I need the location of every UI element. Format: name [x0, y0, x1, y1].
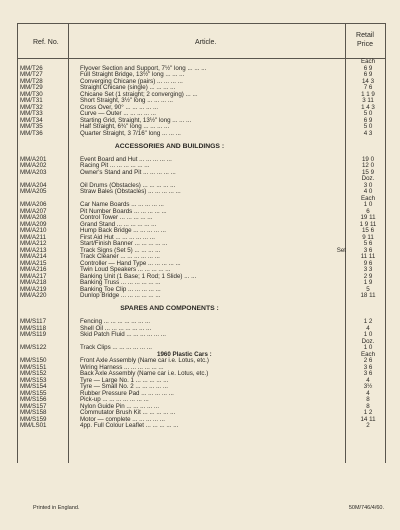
article-name: Track Cleaner ... ... ... ... ... ... — [80, 253, 160, 260]
ref-number: MM/A217 — [20, 272, 47, 280]
retail-price: 8 — [366, 402, 370, 410]
article-name: Grand Stand ... ... ... ... ... ... — [80, 220, 157, 228]
ref-number: MM/S151 — [20, 363, 47, 371]
ref-number: MM/T28 — [20, 77, 43, 85]
ref-number: MM/S153 — [20, 376, 47, 384]
ref-number: MM/A209 — [20, 220, 47, 228]
article-name: Full Straight Bridge, 13½" long ... ... ... — [80, 71, 185, 78]
retail-price: 9 6 — [363, 259, 373, 267]
article-name: Converging Chicane (pairs) ... ... ... ... — [80, 77, 183, 85]
ref-number: MM/S157 — [20, 402, 47, 410]
retail-price: Each — [360, 350, 376, 358]
retail-price: 4 3 — [363, 129, 373, 137]
table-header — [17, 23, 386, 59]
article-name: Owner's Stand and Pit ... ... ... ... ... — [80, 168, 176, 176]
ref-number: MM/A216 — [20, 266, 47, 273]
retail-price: 5 0 — [363, 123, 373, 130]
retail-price: 1 2 — [363, 409, 373, 416]
article-name: Flyover Section and Support, 7½" long ... ... ... — [80, 64, 207, 72]
retail-price: 2 6 — [363, 357, 373, 364]
retail-price: 1 0 — [363, 331, 373, 338]
ref-number: MM/T26 — [20, 64, 43, 72]
article-name: Curve — Outer ... ... ... ... ... — [80, 110, 156, 117]
retail-price: 9 11 — [362, 233, 374, 241]
ref-number: MM/A208 — [20, 214, 47, 221]
ref-number: MM/S122 — [20, 344, 47, 351]
retail-price: 15 6 — [361, 227, 375, 234]
retail-price: Each — [360, 58, 376, 65]
ref-number: MM/A206 — [20, 201, 47, 208]
ref-number: MM/T29 — [20, 84, 43, 91]
article-name: Track Clips ... ... ... ... ... ... — [80, 344, 152, 351]
retail-price: 19 0 — [361, 155, 375, 163]
article-name: Half Straight, 6¾" long ... ... ... ... — [80, 123, 170, 130]
retail-price: Doz. — [361, 337, 375, 345]
ref-number: MM/A207 — [20, 207, 47, 215]
unit-note: Set — [336, 246, 346, 254]
ref-number: MM/S150 — [20, 357, 47, 364]
article-name: First Aid Hut ... ... ... ... ... ... — [80, 233, 155, 241]
article-name: Car Name Boards ... ... ... ... ... — [80, 201, 164, 208]
retail-price: 1 0 — [363, 201, 373, 208]
ref-number: MM/A220 — [20, 292, 47, 299]
retail-price: 3 6 — [363, 363, 373, 371]
table-row — [17, 423, 386, 430]
article-name: Rubber Pressure Pad ... ... ... ... ... — [80, 389, 174, 397]
article-name: Racing Pit ... ... ... ... ... ... — [80, 162, 150, 169]
price-column-header: Retail Price — [356, 32, 374, 48]
retail-price: 3 6 — [363, 246, 373, 254]
retail-price: 3 6 — [363, 370, 373, 377]
retail-price: 6 9 — [363, 71, 373, 78]
article-name: Start/Finish Banner ... ... ... ... ... — [80, 240, 168, 247]
retail-price: 4 — [366, 389, 370, 397]
article-name: Back Axle Assembly (Name car i.e. Lotus, etc.) — [80, 370, 209, 377]
ref-number: MM/S117 — [20, 318, 47, 325]
ref-number: MM/T36 — [20, 129, 43, 137]
retail-price: 1 1 9 — [361, 90, 375, 98]
ref-number: MM/T30 — [20, 90, 43, 98]
article-name: Short Straight, 3½" long ... ... ... ... — [80, 97, 173, 104]
ref-number: MM/A203 — [20, 168, 47, 176]
article-name: Event Board and Hut ... ... ... ... ... — [80, 155, 172, 163]
article-name: Oil Drums (Obstacles) ... ... ... ... ... — [80, 181, 176, 189]
retail-price: 6 9 — [363, 116, 373, 124]
ref-number: MM/T27 — [20, 71, 43, 78]
ref-number: MM/A205 — [20, 188, 47, 195]
retail-price: 1 0 — [363, 344, 373, 351]
article-name: Chicane Set (1 straight; 2 converging) ... ... — [80, 90, 198, 98]
ref-number: MM/A214 — [20, 253, 47, 260]
ref-number: MM/A213 — [20, 246, 47, 254]
article-name: Straight Chicane (single) ... ... ... ... — [80, 84, 176, 91]
section-heading: ACCESSORIES AND BUILDINGS : — [114, 142, 225, 150]
retail-price: Each — [360, 194, 376, 202]
ref-number: MM/A211 — [20, 233, 47, 241]
article-name: Wiring Harness ... ... ... ... ... ... — [80, 363, 164, 371]
ref-number: MM/A218 — [20, 279, 47, 286]
article-name: Control Tower ... ... ... ... ... — [80, 214, 153, 221]
ref-number: MM/S118 — [20, 324, 47, 332]
ref-column-header: Ref. No. — [33, 39, 59, 46]
article-name: Starting Grid, Straight, 13½" long ... ... ... — [80, 116, 192, 124]
ref-number: MM/S156 — [20, 396, 47, 403]
article-name: Tyre — Small No. 2 ... ... ... ... ... — [80, 383, 169, 390]
ref-number: MM/T35 — [20, 123, 43, 130]
ref-number: MM/A204 — [20, 181, 47, 189]
article-name: Banking Truss ... ... ... ... ... ... — [80, 279, 161, 286]
retail-price: 5 6 — [363, 240, 373, 247]
retail-price: 19 11 — [360, 214, 376, 221]
article-name: Tyre — Large No. 1 ... ... ... ... ... — [80, 376, 169, 384]
retail-price: 4 — [366, 376, 370, 384]
retail-price: 8 — [366, 396, 370, 403]
article-name: Dunlop Bridge ... ... ... ... ... ... — [80, 292, 161, 299]
article-name: Track Signs (Set 5) ... ... ... ... — [80, 246, 161, 254]
retail-price: Doz. — [361, 175, 375, 182]
article-name: Quarter Straight, 3 7/16" long ... ... ... — [80, 129, 181, 137]
article-name: Controller — Hand Type ... ... ... ... ... — [80, 259, 181, 267]
ref-number: MM/S159 — [20, 415, 47, 423]
subsection-heading: 1960 Plastic Cars : — [157, 350, 212, 358]
ref-number: MM/A219 — [20, 285, 47, 293]
retail-price: 6 — [366, 207, 370, 215]
article-name: Fencing ... ... ... ... ... ... ... — [80, 318, 151, 325]
retail-price: 14 11 — [360, 415, 376, 423]
article-name: Banking Toe Clip ... ... ... ... ... — [80, 285, 161, 293]
ref-number: MM/T31 — [20, 97, 43, 104]
ref-number: MM/A201 — [20, 155, 47, 163]
ref-number: MM/LS01 — [20, 422, 47, 429]
retail-price: 5 0 — [363, 110, 373, 117]
section-heading: SPARES AND COMPONENTS : — [120, 305, 219, 312]
retail-price: 4 0 — [363, 188, 373, 195]
ref-number: MM/A210 — [20, 227, 47, 234]
retail-price: 5 — [366, 285, 370, 293]
ref-number: MM/S158 — [20, 409, 47, 416]
ref-number: MM/A215 — [20, 259, 47, 267]
ref-number: MM/T33 — [20, 110, 43, 117]
retail-price: 2 — [366, 422, 370, 429]
article-name: Front Axle Assembly (Name car i.e. Lotus, etc.) — [80, 357, 209, 364]
retail-price: 3 11 — [362, 97, 374, 104]
retail-price: 3 3 — [363, 266, 373, 273]
print-code: 50M/746/4/60. — [348, 505, 384, 511]
ref-number: MM/T32 — [20, 103, 43, 111]
retail-price: 2 9 — [363, 272, 373, 280]
article-name: Shell Oil ... ... ... ... ... ... ... — [80, 324, 152, 332]
retail-price: 1 9 — [363, 279, 373, 286]
ref-number: MM/A202 — [20, 162, 47, 169]
article-name: Motor — complete ... ... ... ... ... — [80, 415, 165, 423]
retail-price: 3 0 — [363, 181, 373, 189]
retail-price: 6 9 — [363, 64, 373, 72]
retail-price: 1 9 11 — [359, 220, 377, 228]
article-name: Straw Bales (Obstacles) ... ... ... ... ... — [80, 188, 181, 195]
ref-number: MM/S152 — [20, 370, 47, 377]
article-name: Pit Number Boards ... ... ... ... ... — [80, 207, 167, 215]
ref-number: MM/S154 — [20, 383, 47, 390]
article-name: Banking Unit (1 Base; 1 Rod; 1 Slide) ... ... — [80, 272, 197, 280]
ref-number: MM/T34 — [20, 116, 43, 124]
retail-price: 11 11 — [360, 253, 376, 260]
retail-price: 18 11 — [360, 292, 376, 299]
ref-number: MM/A212 — [20, 240, 47, 247]
ref-number: MM/S155 — [20, 389, 47, 397]
price-table-body — [17, 59, 386, 461]
retail-price: 12 0 — [361, 162, 375, 169]
article-name: Pick-up ... ... ... ... ... ... ... — [80, 396, 149, 403]
article-name: Skid Patch Fluid ... ... ... ... ... ... — [80, 331, 166, 338]
article-name: Cross Over, 90° ... ... ... ... ... — [80, 103, 159, 111]
retail-price: 1 4 3 — [361, 103, 375, 111]
article-name: Commutator Brush Kit ... ... ... ... ... — [80, 409, 176, 416]
printer-note: Printed in England. — [33, 505, 80, 511]
article-name: Twin Loud Speakers ... ... ... ... ... — [80, 266, 171, 273]
retail-price: 4 — [366, 324, 370, 332]
retail-price: 7 6 — [363, 84, 373, 91]
article-name: Hump Back Bridge ... ... ... ... ... — [80, 227, 166, 234]
retail-price: 3½ — [363, 383, 373, 390]
article-column-header: Article. — [195, 39, 217, 46]
article-name: Nylon Guide Pin ... ... ... ... ... — [80, 402, 160, 410]
article-name: 4pp. Full Colour Leaflet ... ... ... ... ... — [80, 422, 179, 429]
retail-price: 1 2 — [363, 318, 373, 325]
retail-price: 15 9 — [361, 168, 375, 176]
retail-price: 14 3 — [361, 77, 375, 85]
ref-number: MM/S119 — [20, 331, 47, 338]
